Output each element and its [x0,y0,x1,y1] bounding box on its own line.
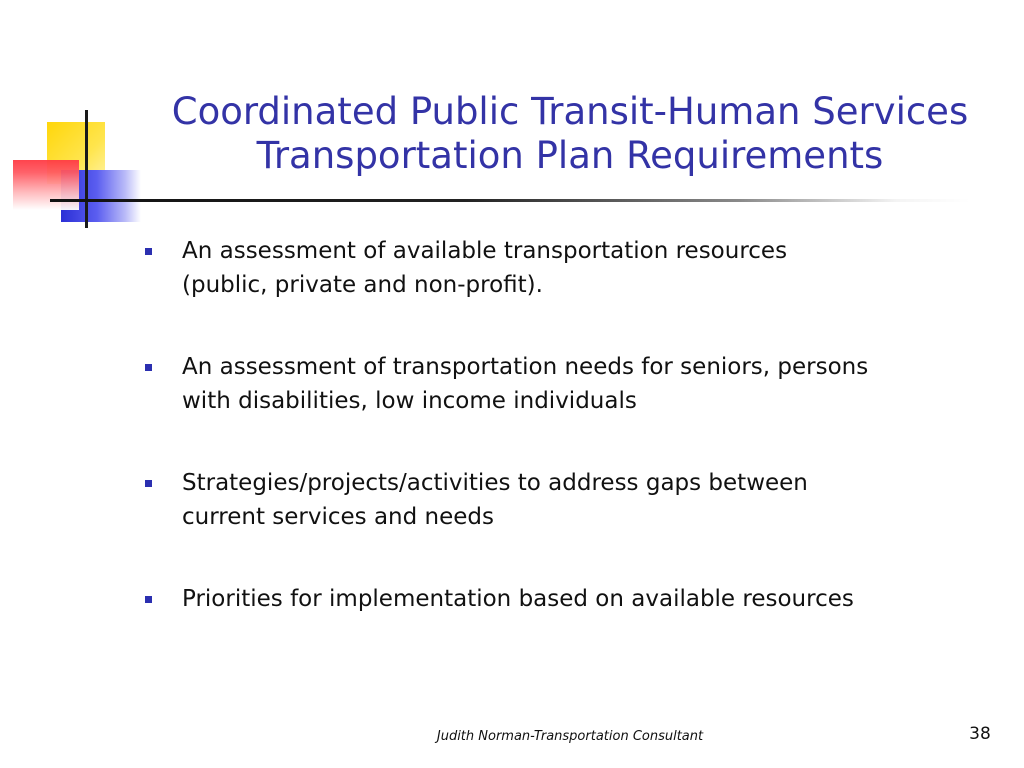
bullet-text-line: with disabilities, low income individuals [182,388,637,414]
square-bullet-icon [145,596,152,603]
bullet-text-line: An assessment of transportation needs for seniors, persons [182,354,869,380]
corner-color-blocks-graphic [0,0,160,240]
slide-title [140,90,1000,178]
title-underline-rule [50,199,970,202]
vertical-rule [85,110,88,228]
page-number: 38 [969,724,991,744]
bullet-text-line: (public, private and non-profit). [182,272,543,298]
bullet-text-line: Priorities for implementation based on available resources [182,586,854,612]
slide-title-line-2: Transportation Plan Requirements [256,134,884,177]
bullet-text-line: Strategies/projects/activities to address gaps between [182,470,808,496]
bullet-list [145,234,995,616]
square-bullet-icon [145,364,152,371]
red-block [13,160,79,210]
slide-footer: Judith Norman-Transportation Consultant [436,729,704,744]
square-bullet-icon [145,480,152,487]
slide-title-line-1: Coordinated Public Transit-Human Services [171,90,969,133]
bullet-item [145,350,995,418]
bullet-item [145,466,995,534]
bullet-item [145,234,995,302]
bullet-item [145,582,995,616]
bullet-text-line: An assessment of available transportation resources [182,238,788,264]
square-bullet-icon [145,248,152,255]
bullet-text-line: current services and needs [182,504,495,530]
